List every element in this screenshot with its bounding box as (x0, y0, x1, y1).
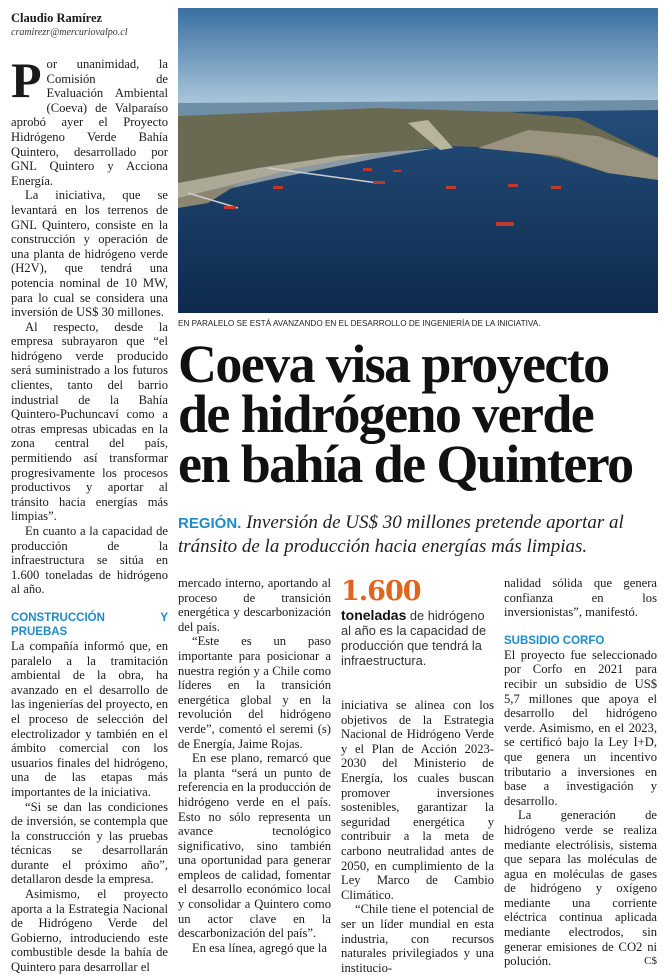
paragraph: Al respecto, desde la empresa subrayaron que “el hidrógeno verde producido será suministrado a los futuros clientes, tanto del barrio industrial de la Bahía Quintero-Puchuncaví como a otras empresas ubicadas en la zona central del país, permitiendo así transformar progresivamente los procesos productivos y aportar al tránsito hacia energías más limpias”. (11, 319, 168, 524)
left-column (11, 10, 168, 975)
paragraph: iniciativa se alinea con los objetivos de la Estrategia Nacional de Hidrógeno Verde y el Plan de Acción 2023-2030 del Ministerio de Energía, los cuales buscan promover inversiones sostenibles, garantizar la seguridad energética y contribuir a la meta de carbono neutralidad antes de 2050, en cumplimiento de la Ley Marco de Cambio Climático. (341, 698, 494, 902)
headline-line: de hidrógeno verde (178, 384, 594, 444)
section-tag: REGIÓN. (178, 515, 242, 532)
column-1 (11, 52, 168, 975)
byline-email: cramirezr@mercuriovalpo.cl (11, 27, 128, 38)
paragraph: La iniciativa, que se levantará en los terrenos de GNL Quintero, consiste en la construcción y operación de una planta de hidrógeno verde (H2V), que tendrá una potencia nominal de 10 MW, para lo cual se considera una inversión de US$ 30 millones. (11, 188, 168, 320)
paragraph: “Chile tiene el potencial de ser un líder mundial en esta industria, con recursos naturales privilegiados y una institucio- (341, 902, 494, 975)
headline-line: Coeva visa proyecto (178, 334, 609, 394)
column-2 (178, 576, 331, 975)
highlight-text: toneladas de hidrógeno al año es la capacidad de producción que tendrá la infraestructura. (341, 607, 487, 668)
right-area (178, 318, 658, 975)
end-mark: C$ (644, 955, 657, 968)
subheading-subsidio: SUBSIDIO CORFO (504, 634, 605, 647)
column-3 (341, 576, 494, 975)
paragraph: En cuanto a la capacidad de producción de la infraestructura se sitúa en 1.600 toneladas de hidrógeno al año. (11, 524, 168, 597)
subheading-construccion: CONSTRUCCIÓN Y PRUEBAS (11, 611, 168, 638)
paragraph: En ese plano, remarcó que la planta “será un punto de referencia en la producción de hidrógeno verde en el país. Esto no sólo representa un avance tecnológico significativo, sino también una oportunidad para generar empleos de calidad, fomentar el desarrollo económico local y consolidar a Quintero como un actor clave en la descarbonización del país”. (178, 751, 331, 941)
headline-line: en bahía de Quintero (178, 434, 633, 494)
paragraph: En esa línea, agregó que la (192, 940, 327, 955)
byline-name: Claudio Ramírez (11, 11, 103, 25)
deck (178, 511, 658, 558)
paragraph: “Si se dan las condiciones de inversión, se contempla que la construcción y las pruebas técnicas se desarrollarán durante el próximo año”, detallaron desde la empresa. (11, 799, 168, 887)
headline (178, 334, 658, 494)
aerial-photo-quintero-bay (178, 8, 658, 313)
paragraph: La generación de hidrógeno verde se realiza mediante electrólisis, sistema que separa las moléculas de agua en moléculas de gases de hidrógeno y oxígeno mediante una corriente eléctrica continua aplicada mediante electrodos, sin generar emisiones de CO2 ni polución. C$ (504, 808, 657, 969)
drop-cap: P (11, 52, 42, 108)
column-4 (504, 576, 657, 975)
paragraph: “Este es un paso importante para posicionar a nuestra región y a Chile como líderes en la transición energética global y en la revolución del hidrógeno verde”, comentó el seremi (s) de Energía, Jaime Rojas. (178, 634, 331, 751)
paragraph: El proyecto fue seleccionado por Corfo en 2021 para recibir un subsidio de US$ 5,7 millones que apoya el desarrollo del hidrógeno verde. Asimismo, en el 2023, se certificó bajo la Ley I+D, que genera un incentivo tributario a inversiones en base a investigación y desarrollo. (504, 647, 657, 808)
highlight-number: 1.600 (341, 576, 421, 607)
photo-caption: EN PARALELO SE ESTÁ AVANZANDO EN EL DESARROLLO DE INGENIERÍA DE LA INICIATIVA. (178, 319, 541, 328)
paragraph: mercado interno, aportando al proceso de transición energética y descarbonización del país. (178, 576, 331, 634)
body-columns (178, 576, 658, 975)
paragraph: nalidad sólida que genera confianza en los inversionistas”, manifestó. (504, 576, 657, 620)
paragraph: Por unanimidad, la Comisión de Evaluación Ambiental (Coeva) de Valparaíso aprobó ayer el Proyecto Hidrógeno Verde Bahía Quintero, desarrollado por GNL Quintero y Acciona Energía. (11, 52, 168, 188)
deck-text: Inversión de US$ 30 millones pretende aportar al tránsito de la producción hacia energías más limpias. (178, 512, 624, 557)
paragraph: Asimismo, el proyecto aporta a la Estrategia Nacional de Hidrógeno Verde del Gobierno, introduciendo este combustible desde la bahía de Quintero para desarrollar el (11, 887, 168, 975)
paragraph: La compañía informó que, en paralelo a la tramitación ambiental de la obra, ha avanzado en el desarrollo de las ingenierías del proyecto, en el proceso de selección del electrolizador y también en el ámbito comercial con los usuarios finales del hidrógeno, una de las etapas más importantes de la iniciativa. (11, 638, 168, 799)
